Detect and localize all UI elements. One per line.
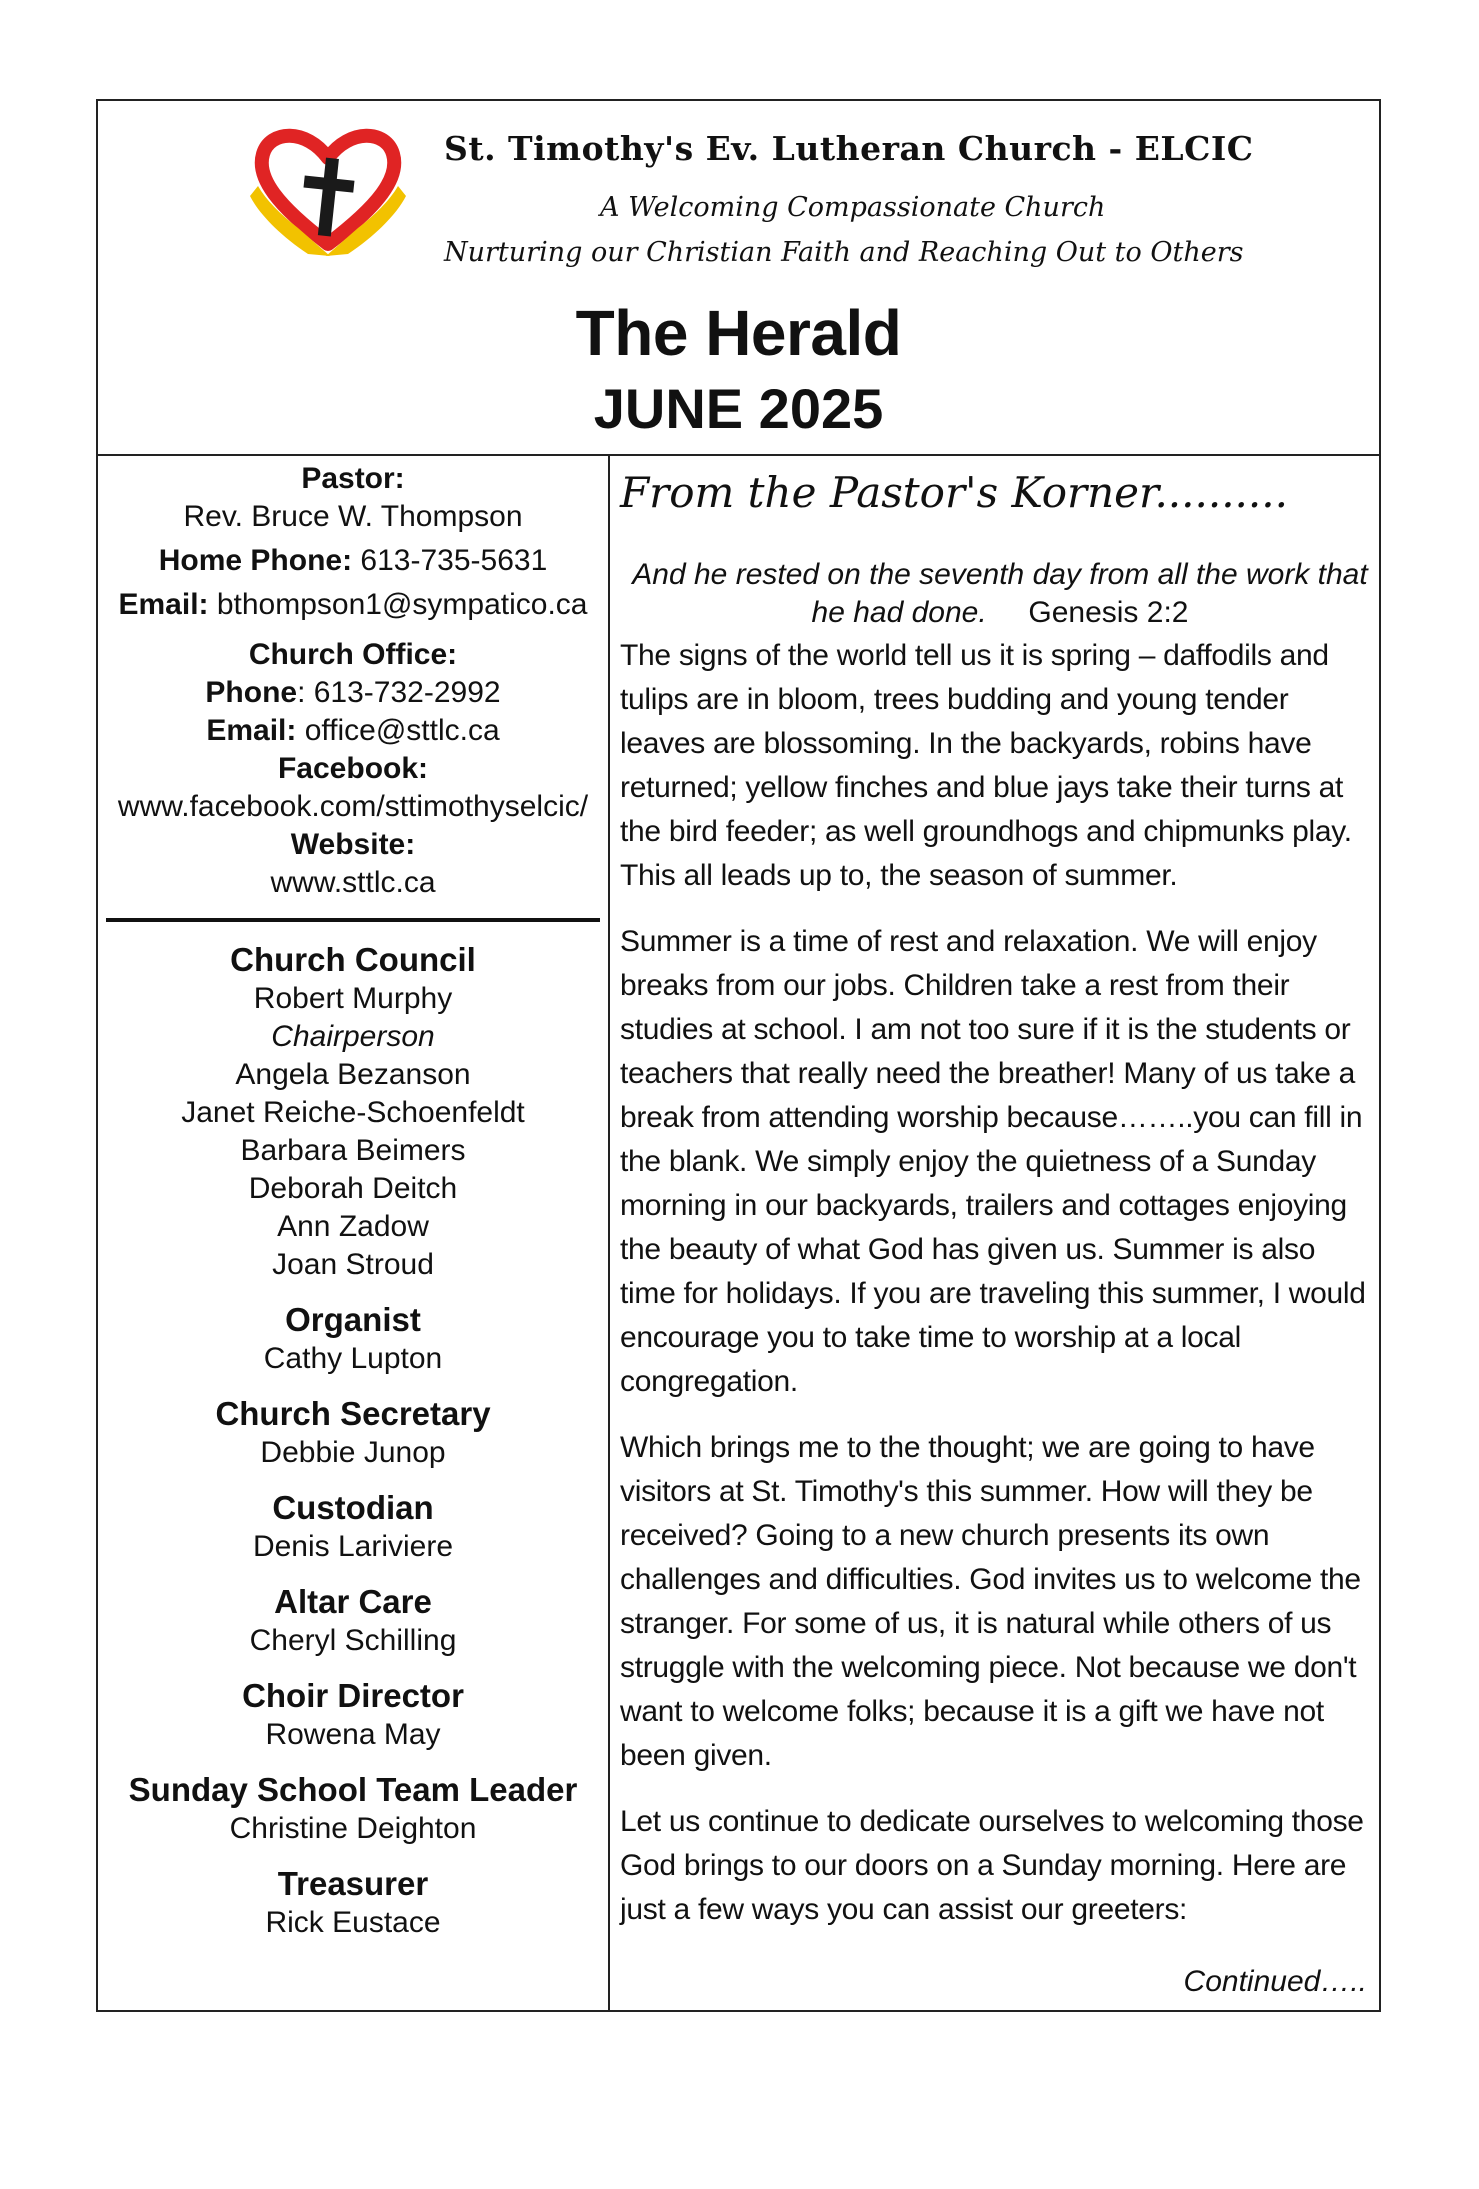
role-title: Treasurer xyxy=(277,1865,429,1902)
choir-director-group xyxy=(98,1676,608,1754)
council-member: Deborah Deitch xyxy=(248,1172,458,1205)
facebook-link[interactable]: www.facebook.com/sttimothyselcic/ xyxy=(117,790,589,823)
facebook-label: Facebook: xyxy=(277,752,429,785)
article-paragraph: Summer is a time of rest and relaxation. We will enjoy breaks from our jobs. Children take a rest from their studies at school. I am not too sure if it is the students or teachers that really need the breather! Many of us take a break from attending worship because……..you can fill in the blank. We simply enjoy the quietness of a Sunday morning in our backyards, trailers and cottages enjoying the beauty of what God has given us. Summer is also time for holidays. If you are traveling this summer, I would encourage you to take time to worship at a local congregation. xyxy=(620,925,1366,1398)
article-heading: From the Pastor's Korner.......... xyxy=(620,468,1288,517)
pastor-email-line xyxy=(98,586,608,624)
issue-date: JUNE 2025 xyxy=(593,377,884,440)
contact-block xyxy=(98,456,608,902)
website-link[interactable]: www.sttlc.ca xyxy=(270,866,436,899)
office-phone-line xyxy=(98,674,608,712)
office-phone-value: : 613-732-2992 xyxy=(297,676,501,709)
role-name: Rowena May xyxy=(265,1718,441,1751)
sidebar-divider xyxy=(106,918,600,922)
pastor-email-link[interactable]: bthompson1@sympatico.ca xyxy=(208,588,588,621)
home-phone-value: 613-735-5631 xyxy=(352,544,548,577)
treasurer-group xyxy=(98,1864,608,1942)
pastor-article xyxy=(610,456,1381,2012)
role-name: Christine Deighton xyxy=(229,1812,477,1845)
heart-cross-hands-logo-icon xyxy=(238,116,418,266)
role-name: Cathy Lupton xyxy=(263,1342,443,1375)
church-council-title: Church Council xyxy=(230,941,476,978)
council-member: Barbara Beimers xyxy=(240,1134,466,1167)
home-phone-label: Home Phone: xyxy=(158,544,353,577)
tagline-nurturing: Nurturing our Christian Faith and Reaching Out to Others xyxy=(444,237,1244,268)
article-paragraph: Which brings me to the thought; we are going to have visitors at St. Timothy's this summer. How will they be received? Going to a new church presents its own challenges and difficulties. God invites us to welcome the stranger. For some of us, it is natural while others of us struggle with the welcoming piece. Not because we don't want to welcome folks; because it is a gift we have not been given. xyxy=(620,1431,1361,1772)
office-email-line xyxy=(98,712,608,750)
council-member-role: Chairperson xyxy=(271,1020,435,1053)
secretary-group xyxy=(98,1394,608,1472)
role-title: Sunday School Team Leader xyxy=(128,1771,578,1808)
organist-group xyxy=(98,1300,608,1378)
council-member: Ann Zadow xyxy=(277,1210,429,1243)
phone-label: Phone xyxy=(205,676,298,709)
council-member: Robert Murphy xyxy=(253,982,453,1015)
role-title: Altar Care xyxy=(274,1583,432,1620)
scripture-verse xyxy=(630,556,1370,632)
newsletter-page xyxy=(96,99,1381,2012)
verse-reference: Genesis 2:2 xyxy=(1028,596,1189,629)
office-email-link[interactable]: office@sttlc.ca xyxy=(296,714,500,747)
church-name: St. Timothy's Ev. Lutheran Church - ELCIC xyxy=(444,129,1254,168)
sunday-school-group xyxy=(98,1770,608,1848)
church-council-group xyxy=(98,940,608,1284)
home-phone-line xyxy=(98,542,608,580)
role-name: Cheryl Schilling xyxy=(249,1624,457,1657)
email-label: Email: xyxy=(118,588,209,621)
pastor-label: Pastor: xyxy=(301,462,405,495)
council-member: Janet Reiche-Schoenfeldt xyxy=(181,1096,525,1129)
masthead xyxy=(98,101,1379,456)
newsletter-title: The Herald xyxy=(575,297,902,369)
tagline-welcoming: A Welcoming Compassionate Church xyxy=(600,192,1106,223)
continued-note: Continued….. xyxy=(1183,1965,1367,1998)
article-paragraph: The signs of the world tell us it is spring – daffodils and tulips are in bloom, trees budding and young tender leaves are blossoming. In the backyards, robins have returned; yellow finches and blue jays take their turns at the bird feeder; as well groundhogs and chipmunks play. This all leads up to, the season of summer. xyxy=(620,639,1352,892)
role-title: Custodian xyxy=(272,1489,434,1526)
church-office-label: Church Office: xyxy=(248,638,458,671)
article-body xyxy=(620,634,1372,1954)
role-name: Denis Lariviere xyxy=(252,1530,454,1563)
article-paragraph: Let us continue to dedicate ourselves to welcoming those God brings to our doors on a Sunday morning. Here are just a few ways you can assist our greeters: xyxy=(620,1805,1364,1926)
council-member: Angela Bezanson xyxy=(235,1058,471,1091)
pastor-name: Rev. Bruce W. Thompson xyxy=(183,500,523,533)
role-title: Organist xyxy=(285,1301,421,1338)
council-member: Joan Stroud xyxy=(272,1248,434,1281)
role-name: Rick Eustace xyxy=(265,1906,441,1939)
office-email-label: Email: xyxy=(206,714,297,747)
role-name: Debbie Junop xyxy=(260,1436,446,1469)
role-title: Church Secretary xyxy=(215,1395,491,1432)
custodian-group xyxy=(98,1488,608,1566)
verse-text: And he rested on the seventh day from all the work that he had done. xyxy=(632,558,1368,629)
website-label: Website: xyxy=(290,828,416,861)
role-title: Choir Director xyxy=(242,1677,464,1714)
altar-care-group xyxy=(98,1582,608,1660)
sidebar xyxy=(98,456,610,2012)
